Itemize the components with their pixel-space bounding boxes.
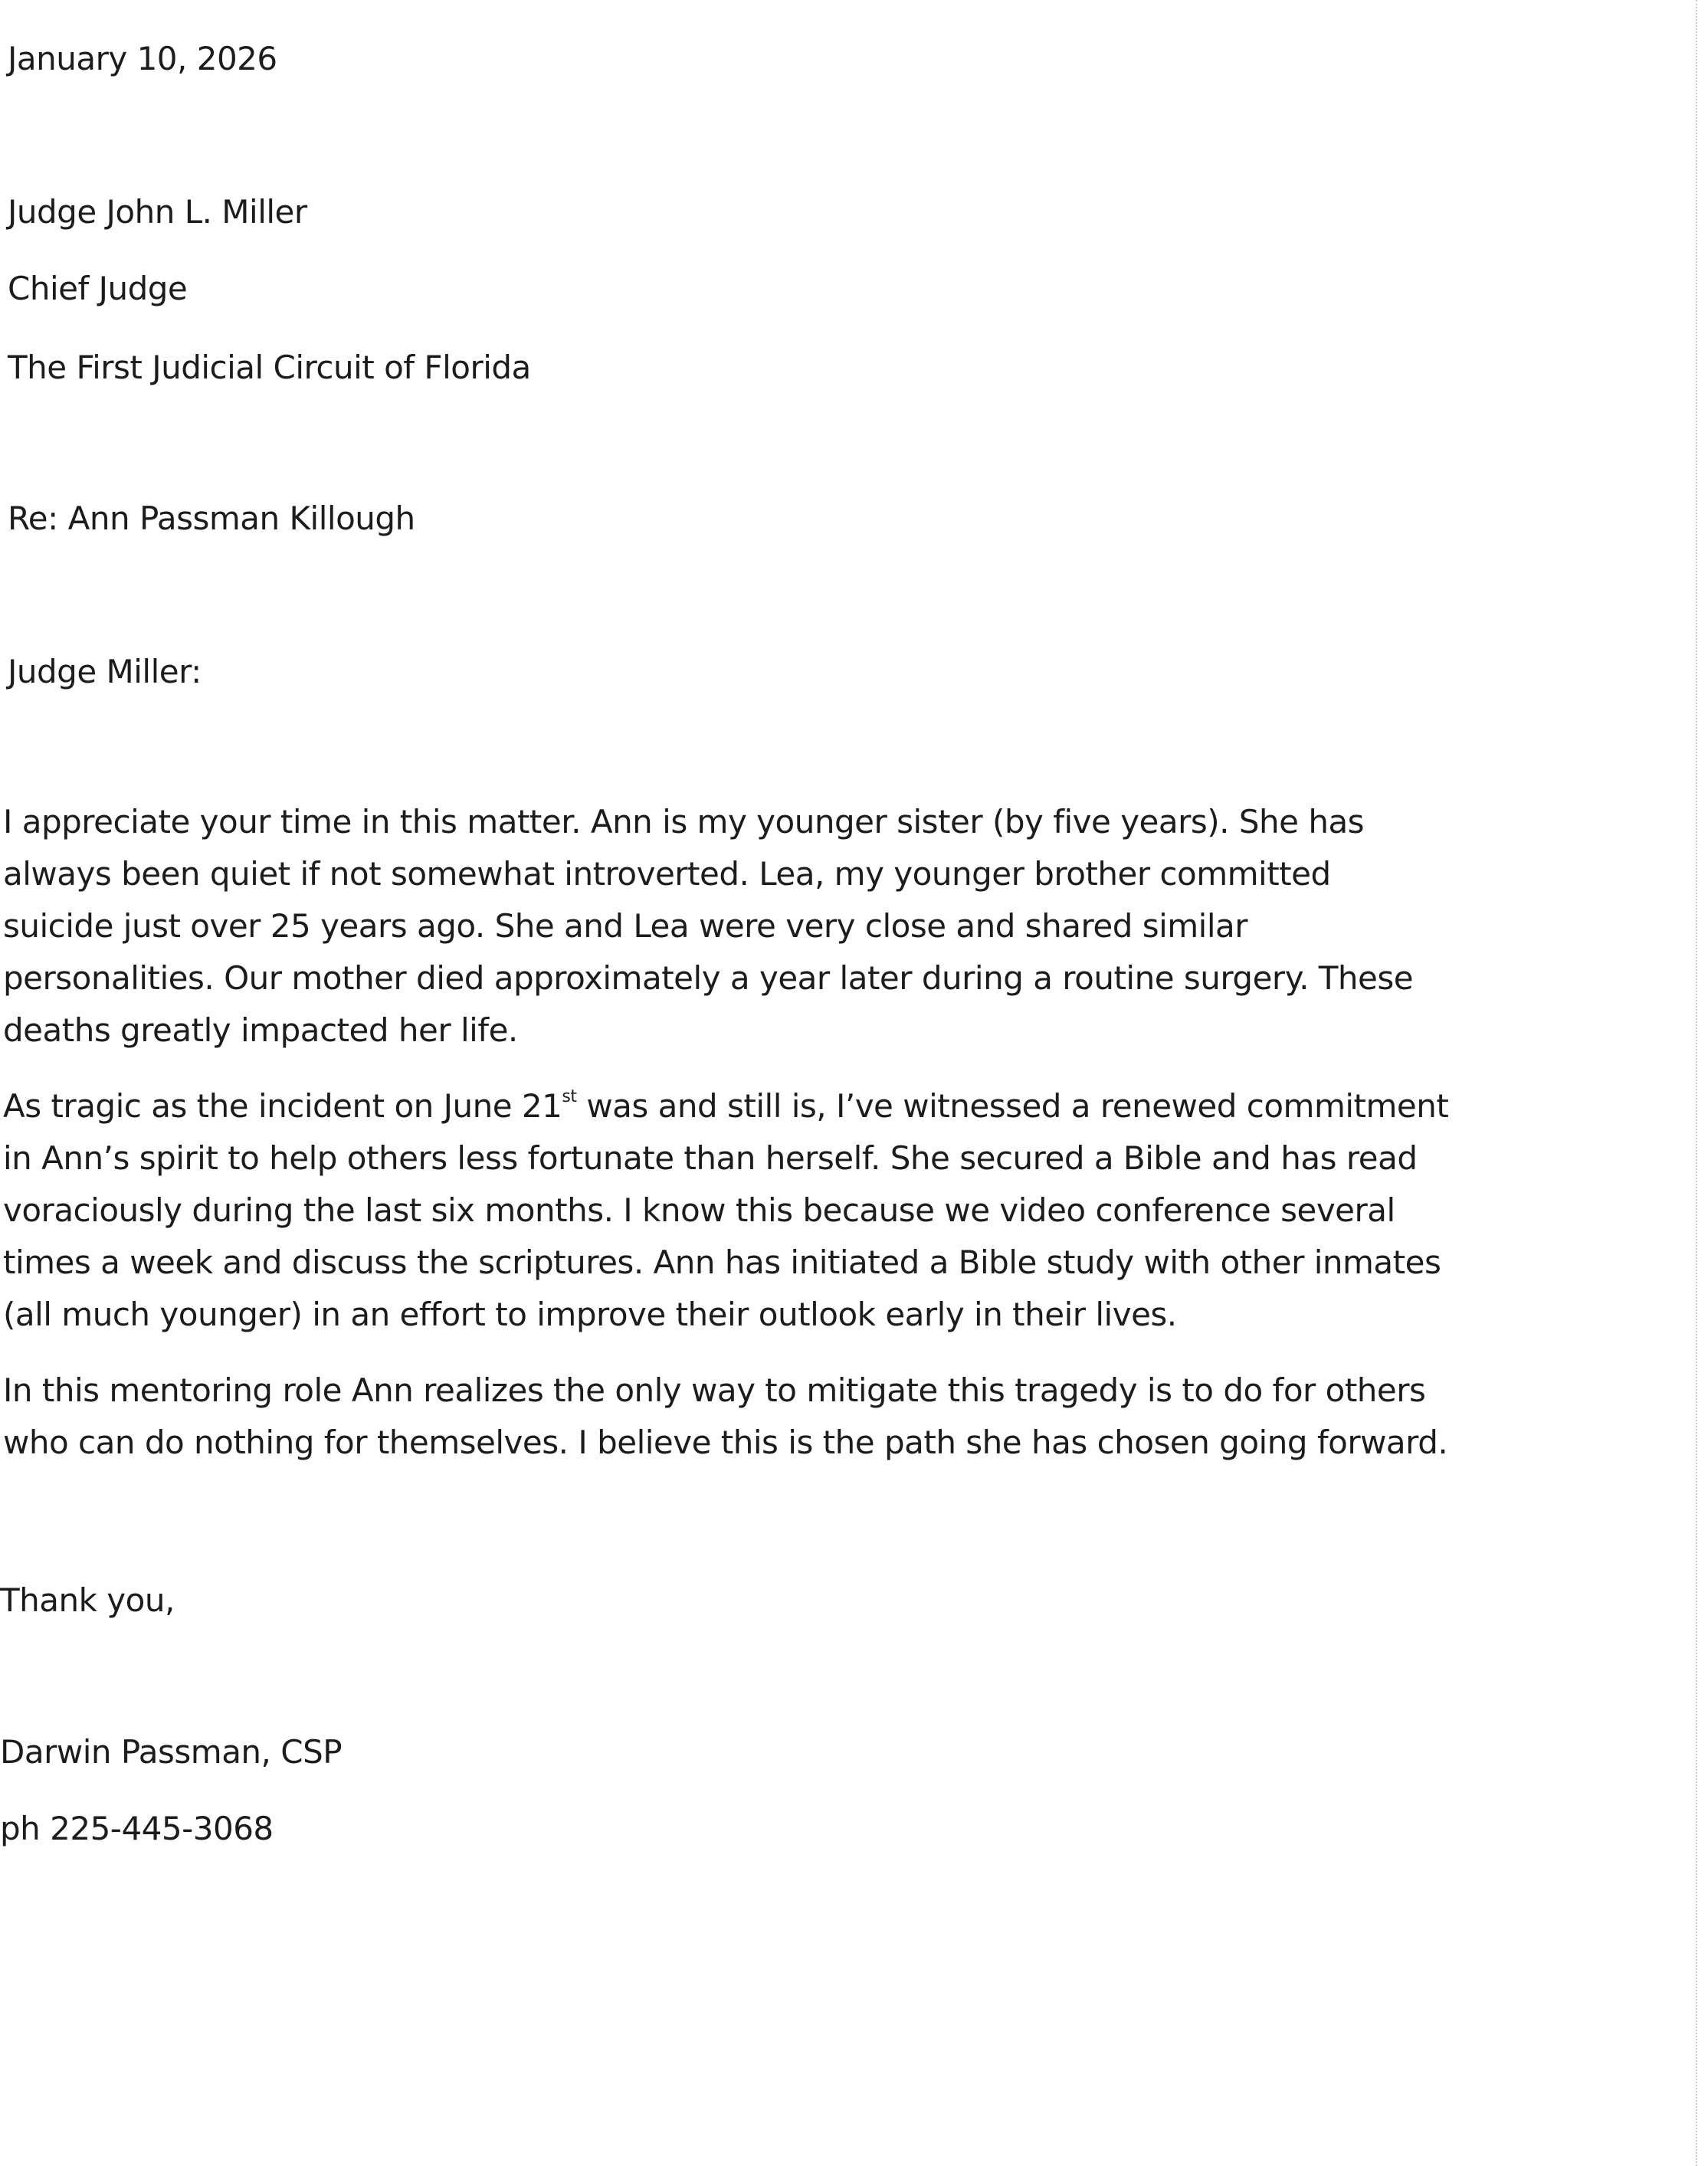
paragraph-2-text-start: As tragic as the incident on June 21 [3, 1087, 562, 1125]
recipient-name: Judge John L. Miller [8, 193, 307, 231]
body-paragraph-1: I appreciate your time in this matter. Ann is my younger sister (by five years). She has always been quiet if not somewhat introverted. Lea, my younger brother committed suicide just over 25 years ago. She and Lea were very close and shared similar personalities. Our mother died approximately a year later during a routine surgery. These deaths greatly impacted her life. [3, 803, 1414, 1049]
body-paragraph-3: In this mentoring role Ann realizes the only way to mitigate this tragedy is to do for others who can do nothing for themselves. I believe this is the path she has chosen going forward. [3, 1371, 1448, 1461]
closing: Thank you, [0, 1581, 175, 1619]
recipient-court: The First Judicial Circuit of Florida [8, 349, 531, 386]
recipient-title: Chief Judge [8, 270, 188, 307]
ordinal-suffix: st [562, 1087, 577, 1106]
signer-phone: ph 225-445-3068 [0, 1810, 274, 1847]
letter-date: January 10, 2026 [8, 40, 277, 77]
subject-line: Re: Ann Passman Killough [8, 500, 415, 537]
scan-edge-line [1696, 0, 1697, 2166]
signer-name: Darwin Passman, CSP [0, 1733, 343, 1771]
salutation: Judge Miller: [8, 653, 202, 690]
body-paragraph-2 [3, 1080, 1459, 1341]
paragraph-2-text-rest: was and still is, I’ve witnessed a renewed commitment in Ann’s spirit to help others less fortunate than herself. She secured a Bible and has read voraciously during the last six months. I know this because we video conference several times a week and discuss the scriptures. Ann has initiated a Bible study with other inmates (all much younger) in an effort to improve their outlook early in their lives. [3, 1087, 1449, 1333]
